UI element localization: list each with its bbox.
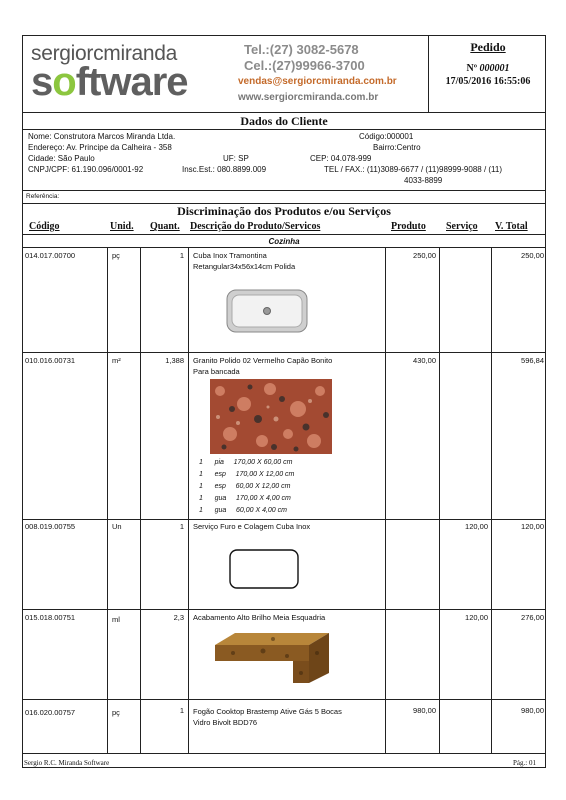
item-unit: pç [112,708,120,717]
client-state: UF: SP [223,154,249,163]
grid-line [439,247,440,753]
order-info-box [428,36,547,112]
reference-label: Referência: [26,193,60,200]
client-phone-fax: TEL / FAX.: (11)3089-6677 / (11)98999-9088 / (11) [324,165,503,174]
item-code: 010.016.00731 [25,356,76,365]
client-code: Código:000001 [359,132,414,141]
item-product-price: 250,00 [413,251,436,260]
measure-dim: 60,00 X 4,00 cm [236,507,287,514]
measure-row [199,483,290,490]
measure-qty: 1 [199,507,203,514]
edge-finish-image [213,631,331,686]
item-description-line2: Vidro Bivolt BDD76 [193,718,258,727]
client-district: Bairro:Centro [373,143,421,152]
divider [23,247,545,248]
col-header-quantity: Quant. [150,221,180,232]
item-service-price: 120,00 [465,613,488,622]
item-total: 980,00 [521,706,544,715]
measure-dim: 60,00 X 12,00 cm [235,483,291,490]
company-website: www.sergiorcmiranda.com.br [238,92,379,103]
measure-row [199,507,287,514]
item-total: 250,00 [521,251,544,260]
measure-type: gua [214,507,227,514]
item-quantity: 1 [179,522,184,531]
grid-line [188,247,189,753]
item-quantity: 1 [179,706,184,715]
item-description: Fogão Cooktop Brastemp Ative Gás 5 Bocas [193,707,342,716]
measure-row [199,471,294,478]
item-total: 276,00 [521,613,544,622]
company-logo [23,36,238,112]
measure-qty: 1 [199,471,203,478]
item-unit: pç [112,251,120,260]
client-name: Nome: Construtora Marcos Miranda Ltda. [28,132,176,141]
grid-line [385,247,386,753]
client-phone-fax-cont: 4033-8899 [404,176,443,185]
item-quantity: 2,3 [173,613,184,622]
order-number-label: Nº [466,63,478,74]
divider [23,352,545,353]
cutout-outline-image [228,548,300,590]
measure-type: gua [214,495,227,502]
item-description: Granito Polido 02 Vermelho Capão Bonito [193,356,333,365]
divider [23,190,545,191]
order-number [429,63,547,74]
item-code: 016.020.00757 [25,708,76,717]
client-state-registration: Insc.Est.: 080.8899.009 [182,165,267,174]
footer-company: Sergio R.C. Miranda Software [24,759,110,767]
logo-line1: sergiorcmiranda [31,42,178,65]
item-description-line2: Retangular34x56x14cm Polida [193,262,296,271]
measure-dim: 170,00 X 4,00 cm [236,495,291,502]
company-cell: Cel.:(27)99966-3700 [244,58,365,73]
order-document [22,35,546,768]
divider [23,753,545,754]
col-header-code: Código [29,221,60,232]
item-product-price: 430,00 [413,356,436,365]
item-unit: m² [112,356,121,365]
item-description: Cuba Inox Tramontina [193,251,267,260]
divider [23,699,545,700]
measure-type: esp [214,483,226,490]
measure-type: pia [214,459,224,466]
measure-row [199,459,292,466]
products-section-title: Discriminação dos Produtos e/ou Serviços [177,204,391,218]
granite-image [210,379,332,454]
item-service-price: 120,00 [465,522,488,531]
item-unit: ml [112,615,120,624]
measure-dim: 170,00 X 12,00 cm [235,471,295,478]
grid-line [491,247,492,753]
order-date: 17/05/2016 16:55:06 [445,76,531,87]
client-city: Cidade: São Paulo [28,154,95,163]
item-description: Acabamento Alto Brilho Meia Esquadria [193,613,326,622]
col-header-total: V. Total [495,221,528,232]
measure-dim: 170,00 X 60,00 cm [233,459,293,466]
grid-line [107,247,108,753]
item-unit: Un [112,522,122,531]
company-email: vendas@sergiorcmiranda.com.br [238,76,397,87]
item-code: 014.017.00700 [25,251,76,260]
sink-image [226,288,308,334]
item-total: 120,00 [521,522,544,531]
divider [23,234,545,235]
item-total: 596,84 [521,356,544,365]
measure-qty: 1 [199,483,203,490]
client-zip: CEP: 04.078-999 [310,154,372,163]
item-description: Serviço Furo e Colagem Cuba Inox [193,522,311,531]
client-address: Endereço: Av. Principe da Calheira - 358 [28,143,172,152]
company-contacts [238,36,428,112]
order-number-value: 000001 [479,63,510,74]
measure-qty: 1 [199,495,203,502]
col-header-unit: Unid. [110,221,134,232]
grid-line [140,247,141,753]
measure-qty: 1 [199,459,203,466]
divider [23,129,545,130]
page-number: Pág.: 01 [513,759,536,767]
divider [23,112,545,113]
col-header-product: Produto [391,221,426,232]
measure-type: esp [214,471,226,478]
client-cnpj: CNPJ/CPF: 61.190.096/0001-92 [28,165,144,174]
col-header-description: Descrição do Produto/Servicos [190,221,321,232]
divider [23,519,545,520]
order-title: Pedido [470,40,506,54]
item-description-line2: Para bancada [193,367,240,376]
item-code: 008.019.00755 [25,522,76,531]
item-code: 015.018.00751 [25,613,76,622]
divider [23,609,545,610]
measure-row [199,495,291,502]
room-section-label: Cozinha [268,237,300,246]
logo-line2: software [31,60,188,104]
client-section-title: Dados do Cliente [240,114,328,128]
col-header-service: Serviço [446,221,478,232]
item-quantity: 1 [179,251,184,260]
item-quantity: 1,388 [165,356,184,365]
logo-accent-letter: o [52,60,76,104]
item-product-price: 980,00 [413,706,436,715]
company-phone: Tel.:(27) 3082-5678 [244,42,359,57]
